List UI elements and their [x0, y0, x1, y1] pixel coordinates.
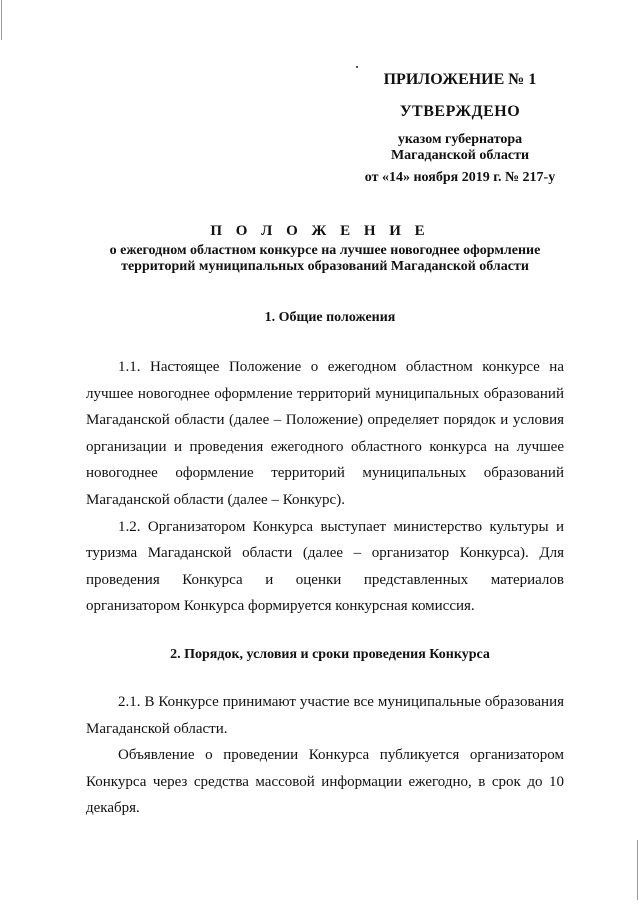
region-line: Магаданской области [390, 148, 530, 163]
paragraph-1-2: 1.2. Организатором Конкурса выступает министерство культуры и туризма Магаданской области (далее – организатор Конкурса). Для проведения Конкурса и оценки представленных материалов организатором Конкурса формируется конкурсная комиссия. [86, 518, 564, 615]
section-body-general [86, 354, 564, 620]
decree-line: указом губернатора [397, 132, 523, 147]
annex-label: ПРИЛОЖЕНИЕ № 1 [383, 71, 537, 88]
approved-label: УТВЕРЖДЕНО [399, 103, 521, 120]
document-subtitle-line: о ежегодном областном конкурсе на лучшее новогоднее оформление [109, 243, 541, 258]
decree-date-line: от «14» ноября 2019 г. № 217-у [364, 170, 556, 185]
section-body-procedure [86, 689, 564, 822]
scan-edge-mark-left [1, 0, 2, 40]
document-subtitle [60, 243, 590, 275]
scan-speck [356, 66, 358, 68]
paragraph-2-1: 2.1. В Конкурсе принимают участие все муниципальные образования Магаданской области. [86, 694, 564, 737]
paragraph-1-1: 1.1. Настоящее Положение о ежегодном областном конкурсе на лучшее новогоднее оформление территорий муниципальных образований Магаданской области (далее – Положение) определяет порядок и условия организации и проведения ежегодного областного конкурса на лучшее новогоднее оформление территорий муниципальных образований Магаданской области (далее – Конкурс). [86, 359, 564, 508]
paragraph-announcement: Объявление о проведении Конкурса публикуется организатором Конкурса через средства массовой информации ежегодно, в срок до 10 декабря. [86, 747, 564, 817]
section-heading-procedure: 2. Порядок, условия и сроки проведения Конкурса [170, 647, 490, 662]
document-title: П О Л О Ж Е Н И Е [210, 223, 430, 239]
approval-header [330, 70, 590, 186]
document-subtitle-line: территорий муниципальных образований Магаданской области [121, 259, 529, 274]
scan-edge-mark-right [637, 840, 638, 900]
section-heading-general: 1. Общие положения [264, 310, 396, 325]
